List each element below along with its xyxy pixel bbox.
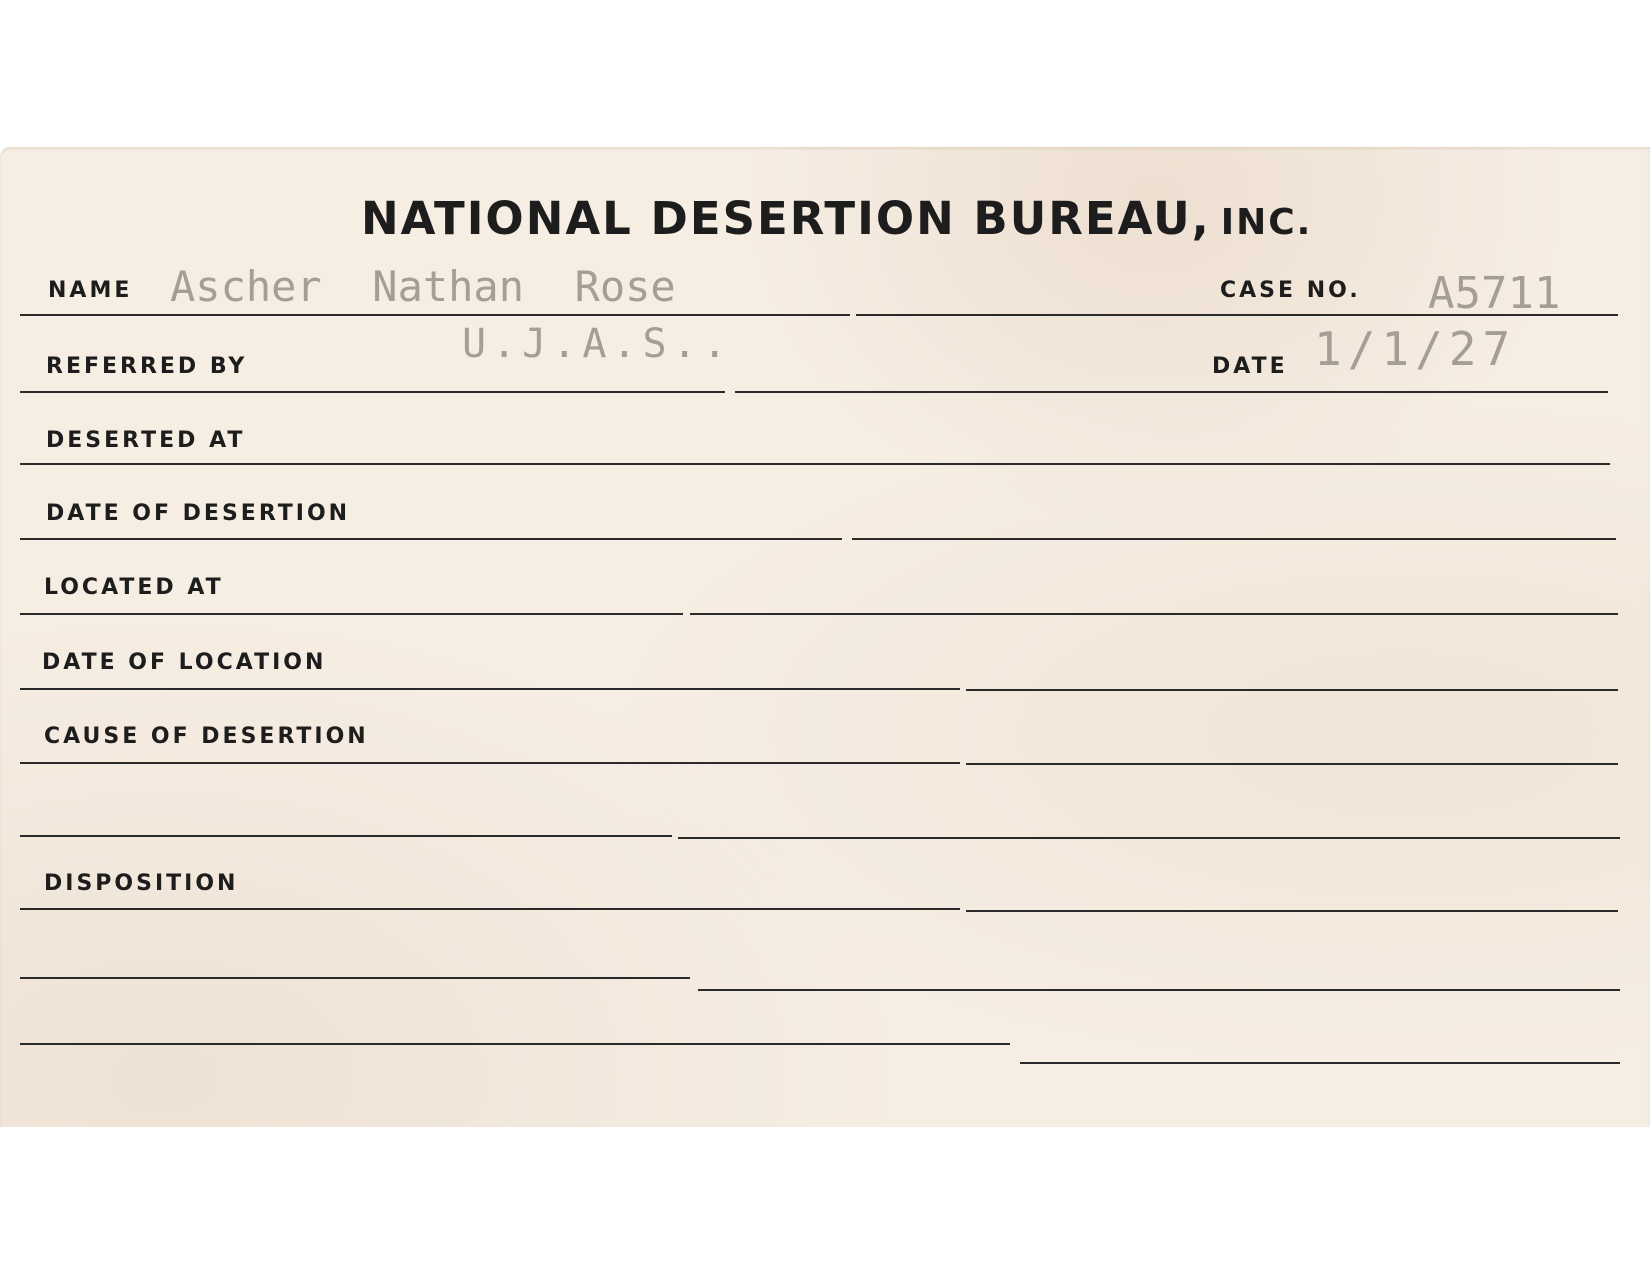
- date-of-desertion-label: DATE OF DESERTION: [46, 501, 351, 526]
- deserted-at-label: DESERTED AT: [46, 428, 246, 453]
- referred-by-line-right: [735, 391, 1608, 393]
- name-line: [20, 314, 850, 316]
- card-title-main: NATIONAL DESERTION BUREAU,: [361, 192, 1211, 245]
- name-line-right: [856, 314, 1618, 316]
- located-at-line: [20, 613, 683, 615]
- cause-continuation-line-right: [678, 837, 1620, 839]
- date-of-location-line: [20, 688, 960, 690]
- name-value: Ascher Nathan Rose: [170, 262, 676, 311]
- disposition-continuation-line-1: [20, 977, 690, 979]
- card-title-suffix: INC.: [1220, 202, 1313, 243]
- date-of-location-line-right: [966, 689, 1618, 691]
- disposition-continuation-line-2: [20, 1043, 1010, 1045]
- located-at-line-right: [690, 613, 1618, 615]
- date-label: DATE: [1212, 354, 1288, 379]
- disposition-line-right: [966, 910, 1618, 912]
- date-of-desertion-line-right: [852, 538, 1616, 540]
- referred-by-line: [20, 391, 725, 393]
- date-value: 1/1/27: [1314, 322, 1517, 376]
- disposition-continuation-line-1-right: [698, 989, 1620, 991]
- cause-of-desertion-line: [20, 762, 960, 764]
- cause-of-desertion-line-right: [966, 763, 1618, 765]
- deserted-at-line: [20, 463, 1610, 465]
- case-no-value: A5711: [1428, 268, 1561, 319]
- cause-continuation-line: [20, 835, 672, 837]
- referred-by-value: U.J.A.S..: [462, 321, 733, 367]
- disposition-label: DISPOSITION: [44, 871, 239, 896]
- referred-by-label: REFERRED BY: [46, 354, 248, 379]
- disposition-continuation-line-2-right: [1020, 1062, 1620, 1064]
- case-no-label: CASE NO.: [1220, 278, 1361, 303]
- located-at-label: LOCATED AT: [44, 575, 224, 600]
- date-of-location-label: DATE OF LOCATION: [42, 650, 327, 675]
- name-label: NAME: [48, 278, 133, 303]
- cause-of-desertion-label: CAUSE OF DESERTION: [44, 724, 369, 749]
- disposition-line: [20, 908, 960, 910]
- date-of-desertion-line: [20, 538, 842, 540]
- card-title: [361, 192, 1313, 245]
